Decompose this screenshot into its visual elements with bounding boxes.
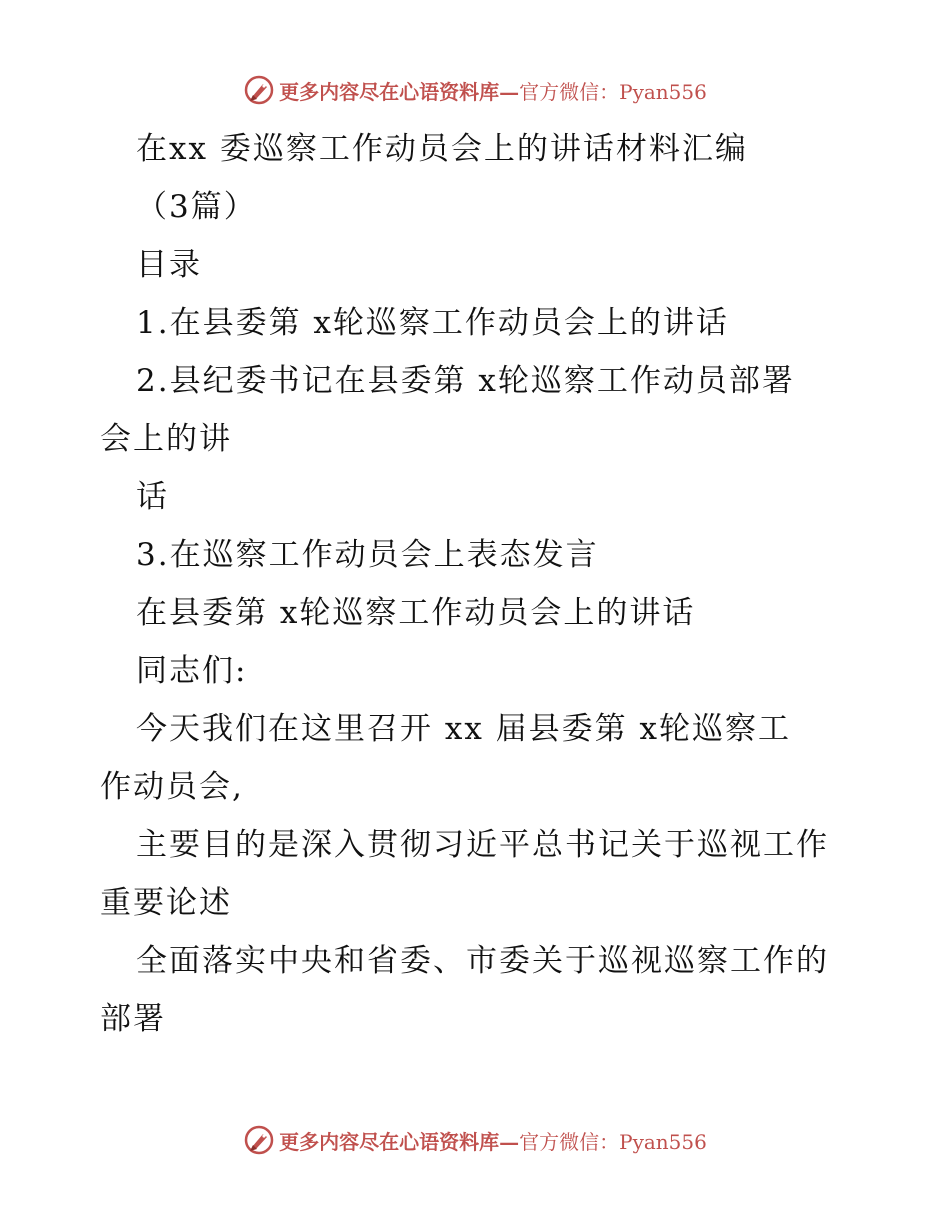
header-banner-text	[279, 76, 707, 105]
document-line: 目录	[136, 247, 202, 283]
document-body	[100, 120, 860, 1048]
document-line: 今天我们在这里召开 xx 届县委第 x轮巡察工	[136, 711, 792, 747]
document-line: 话	[136, 479, 169, 515]
document-line: 会上的讲	[100, 421, 232, 457]
document-line: 主要目的是深入贯彻习近平总书记关于巡视工作	[136, 827, 829, 863]
document-line: 在xx 委巡察工作动员会上的讲话材料汇编	[136, 131, 748, 167]
footer-brand: 更多内容尽在心语资料库	[279, 1129, 500, 1154]
document-line: 在县委第 x轮巡察工作动员会上的讲话	[136, 595, 696, 631]
document-line: 同志们:	[136, 653, 248, 689]
document-line: （3篇）	[136, 189, 257, 225]
pen-nib-logo-icon	[243, 1124, 275, 1156]
header-banner	[0, 70, 950, 110]
footer-wechat: 官方微信：Pyan556	[519, 1129, 707, 1154]
document-line: 全面落实中央和省委、市委关于巡视巡察工作的	[136, 943, 829, 979]
document-line: 重要论述	[100, 885, 232, 921]
footer-banner	[0, 1120, 950, 1160]
footer-banner-text	[279, 1126, 707, 1155]
header-wechat: 官方微信：Pyan556	[519, 79, 707, 104]
document-line: 2.县纪委书记在县委第 x轮巡察工作动员部署	[136, 363, 795, 399]
document-line: 作动员会,	[100, 769, 244, 805]
document-line: 3.在巡察工作动员会上表态发言	[136, 537, 599, 573]
document-line: 1.在县委第 x轮巡察工作动员会上的讲话	[136, 305, 729, 341]
pen-nib-logo-icon	[243, 74, 275, 106]
header-brand: 更多内容尽在心语资料库	[279, 79, 500, 104]
document-line: 部署	[100, 1001, 166, 1037]
footer-dash: —	[499, 1129, 520, 1154]
header-dash: —	[499, 79, 520, 104]
